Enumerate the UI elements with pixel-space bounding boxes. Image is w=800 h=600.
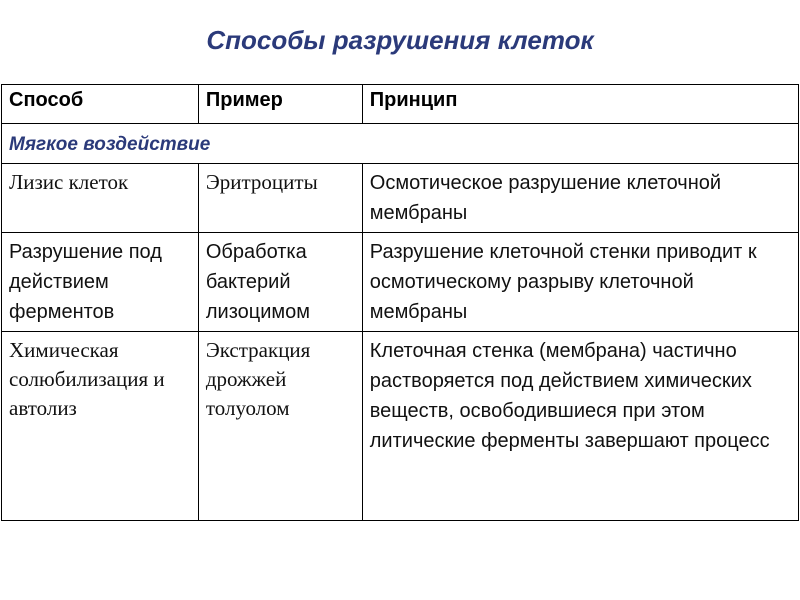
table-row (2, 164, 799, 233)
cell-example: Экстракция дрожжей толуолом (198, 332, 362, 521)
header-method: Способ (2, 85, 199, 124)
cell-method: Химическая солюбилизация и автолиз (2, 332, 199, 521)
cell-method: Разрушение под действием ферментов (2, 233, 199, 332)
page-title: Способы разрушения клеток (206, 25, 594, 55)
cell-disruption-table (1, 84, 799, 521)
cell-principle: Разрушение клеточной стенки приводит к осмотическому разрыву клеточной мембраны (362, 233, 798, 332)
section-label: Мягкое воздействие (2, 124, 799, 164)
table-row (2, 233, 799, 332)
cell-method: Лизис клеток (2, 164, 199, 233)
cell-example: Эритроциты (198, 164, 362, 233)
table-row (2, 332, 799, 521)
cell-principle: Осмотическое разрушение клеточной мембраны (362, 164, 798, 233)
cell-example: Обработка бактерий лизоцимом (198, 233, 362, 332)
header-principle: Принцип (362, 85, 798, 124)
table-header-row (2, 85, 799, 124)
section-row (2, 124, 799, 164)
cell-principle: Клеточная стенка (мембрана) частично растворяется под действием химических веществ, освободившиеся при этом литические ферменты завершают процесс (362, 332, 798, 521)
header-example: Пример (198, 85, 362, 124)
